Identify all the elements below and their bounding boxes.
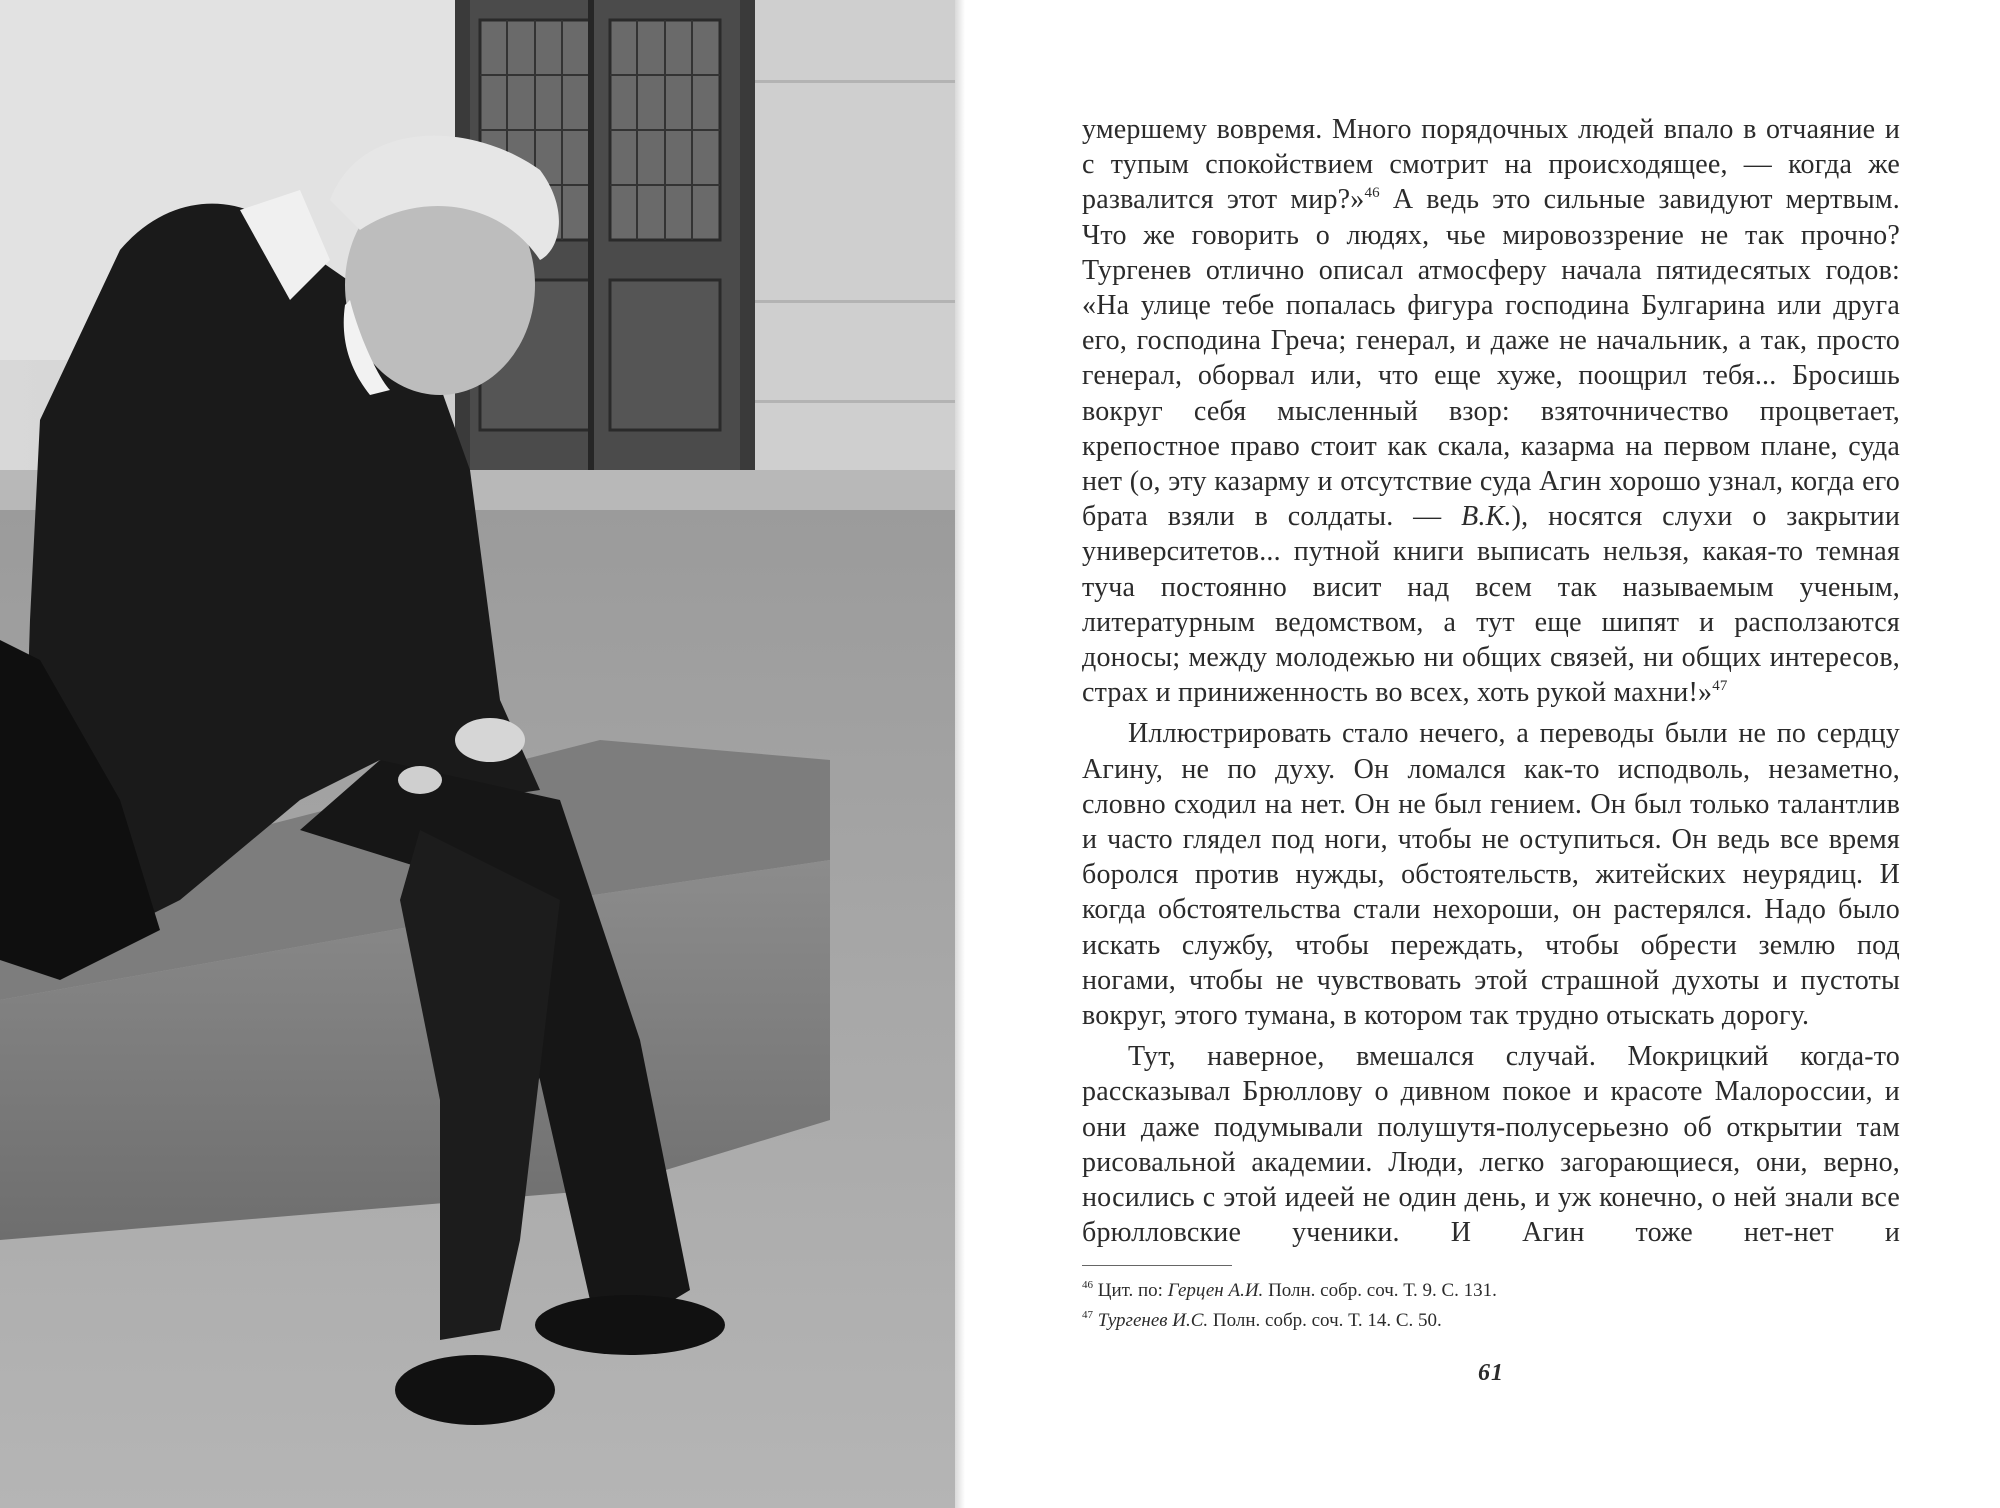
footnote-46 [1082, 1276, 1900, 1306]
footnote-author: Тургенев И.С. [1097, 1309, 1209, 1331]
book-gutter [955, 0, 965, 1508]
paragraph-3: Тут, наверное, вмешался случай. Мокрицкий когда-то рассказывал Брюллову о дивном покое и красоте Малороссии, и они даже подумывали полушутя-полусерьезно об открытии там рисовальной академии. Люди, легко загорающиеся, они, верно, носились с этой идеей не один день, и уж конечно, о ней знали все брюлловские ученики. И Агин тоже нет-нет и [1082, 1041, 1900, 1249]
footnote-number: 47 [1082, 1308, 1093, 1321]
footnote-ref-46: 46 [1364, 185, 1380, 202]
page-number: 61 [1478, 1359, 1504, 1386]
footnote-ref-47: 47 [1712, 678, 1728, 695]
footnote-prefix: Цит. по: [1097, 1279, 1168, 1301]
paragraph-1-tail2: ), носятся слухи о закрытии университетов... путной книги выписать нельзя, какая-то темная туча постоянно висит над всем так называемым ученым, литературным ведомством, а тут еще шипят и расползаются доносы; между молодежью ни общих связей, ни общих интересов, страх и приниженность во всех, хоть рукой махни!» [1082, 501, 1901, 709]
footnote-author: Герцен А.И. [1167, 1279, 1264, 1301]
paragraph-2: Иллюстрировать стало нечего, а переводы были не по сердцу Агину, не по духу. Он ломался как-то исподволь, незаметно, словно сходил на нет. Он не был гением. Он был только талантлив и часто глядел под ноги, чтобы не оступиться. Он ведь все время боролся против нужды, обстоятельств, житейских неурядиц. И когда обстоятельства стали нехороши, он растерялся. Надо было искать службу, чтобы переждать, чтобы обрести землю под ногами, чтобы не чувствовать этой страшной духоты и пустоты вокруг, этого тумана, в котором так трудно отыскать дорогу. [1082, 718, 1900, 1032]
footnote-number: 46 [1082, 1278, 1093, 1291]
photo-elderly-man-on-bench [0, 0, 955, 1508]
photo-illustration [0, 0, 955, 1508]
footnote-source: Полн. собр. соч. Т. 14. С. 50. [1208, 1309, 1442, 1331]
author-initials: В.К. [1461, 501, 1512, 533]
paragraph-1-tail: А ведь это сильные завидуют мертвым. Что же говорить о людях, чье мировоззрение не так прочно? Тургенев отлично описал атмосферу начала пятидесятых годов: «На улице тебе попалась фигура господина Булгарина или друга его, господина Греча; генерал, и даже не начальник, а так, просто генерал, оборвал или, что еще хуже, поощрил тебя... Бросишь вокруг себя мысленный взор: взяточничество процветает, крепостное право стоит как скала, казарма на первом плане, суда нет (о, эту казарму и отсутствие суда Агин хорошо узнал, когда его брата взяли в солдаты. — [1082, 184, 1900, 533]
paragraph-1-text: умершему вовремя. Много порядочных людей впало в отчаяние и с тупым спокойствием смотрит на происходящее, — когда же развалится этот мир?» [1082, 114, 1900, 216]
footnote-47 [1082, 1306, 1900, 1336]
footnote-source: Полн. собр. соч. Т. 9. С. 131. [1263, 1279, 1497, 1301]
body-text [1082, 112, 1900, 1251]
paragraph-1 [1082, 112, 1900, 710]
footnote-divider [1082, 1265, 1232, 1266]
text-page [1082, 112, 1900, 1387]
